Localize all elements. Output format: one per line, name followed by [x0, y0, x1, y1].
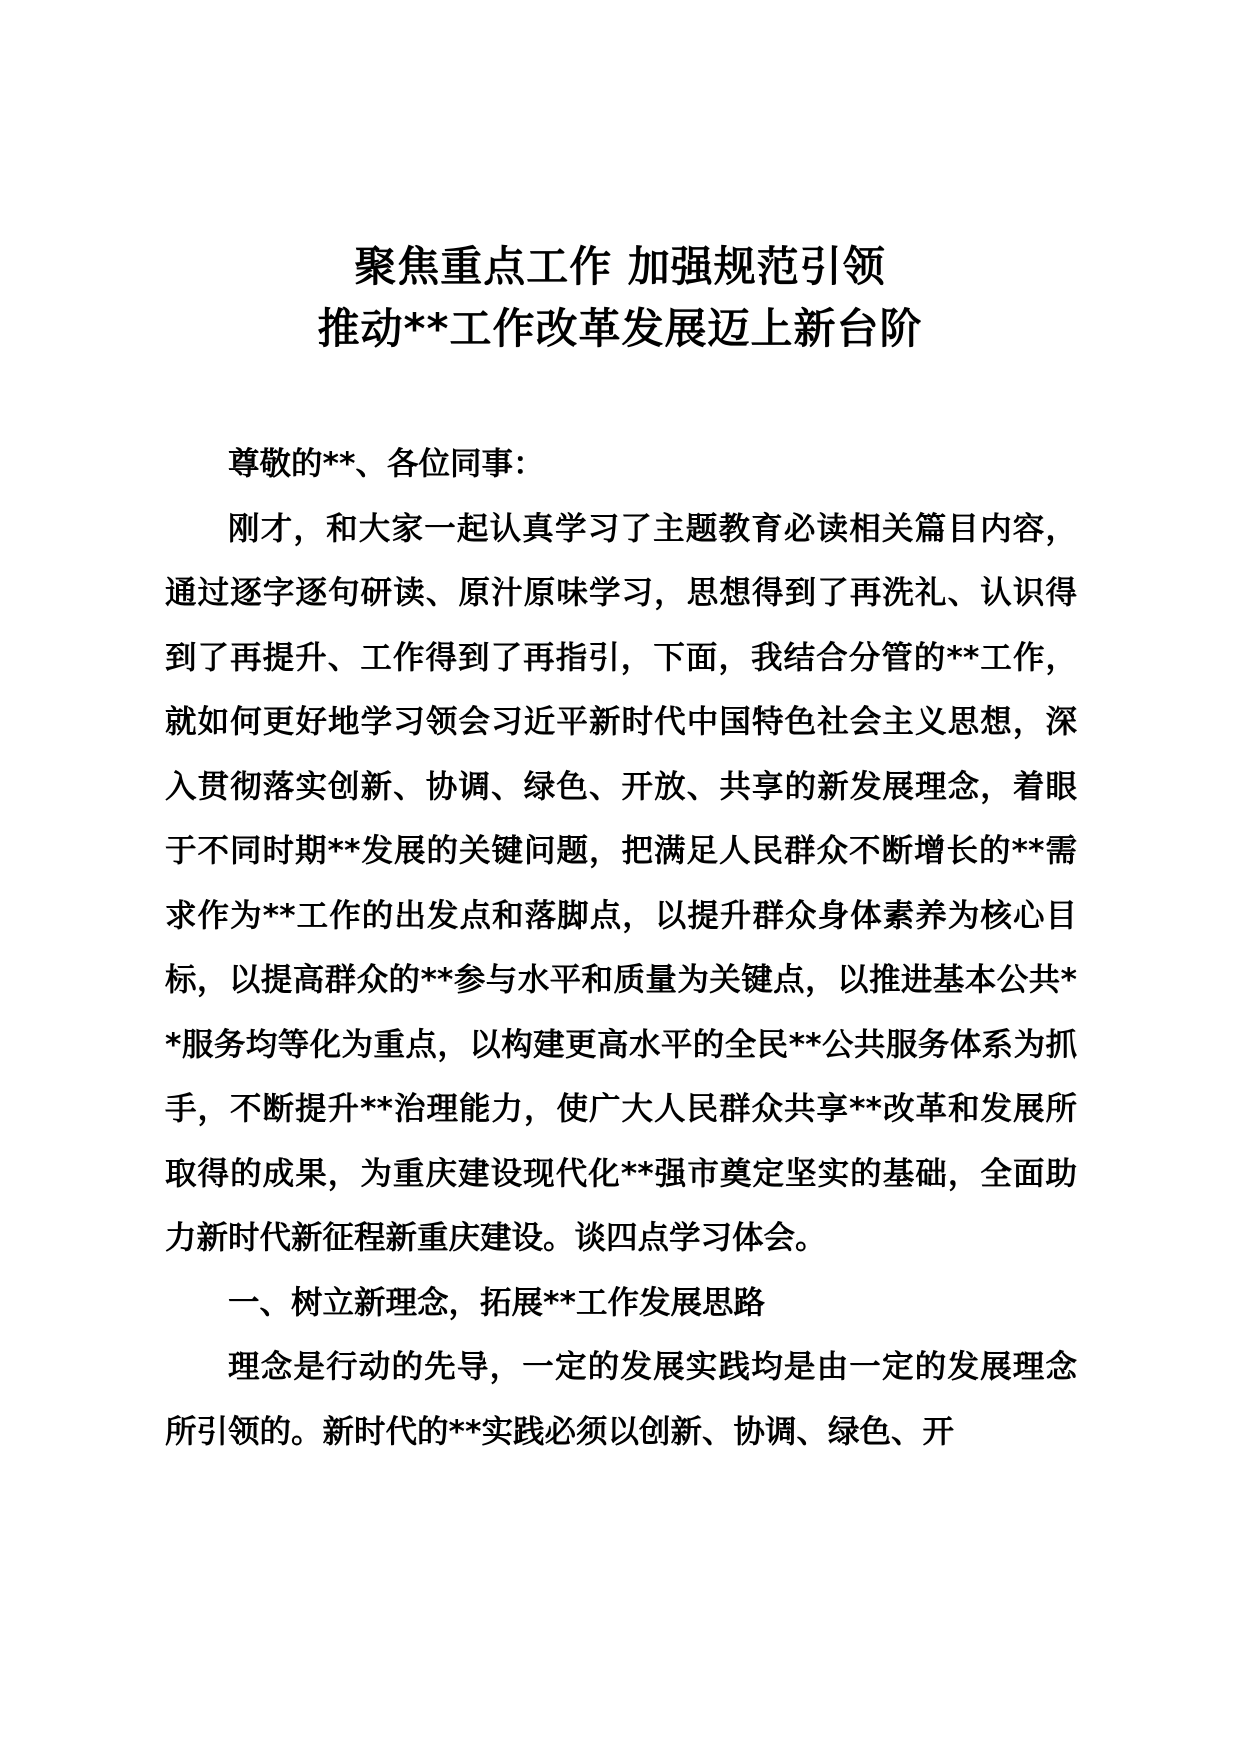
salutation: 尊敬的**、各位同事： — [228, 446, 545, 482]
paragraph-section-1: 理念是行动的先导，一定的发展实践均是由一定的发展理念所引领的。新时代的**实践必须以创新、协调、绿色、开 — [165, 1349, 1077, 1450]
document-title — [0, 236, 1240, 360]
title-line-2: 推动**工作改革发展迈上新台阶 — [317, 304, 923, 353]
title-line-1: 聚焦重点工作 加强规范引领 — [354, 242, 886, 291]
document-body — [165, 432, 1077, 1464]
paragraph-intro: 刚才，和大家一起认真学习了主题教育必读相关篇目内容，通过逐字逐句研读、原汁原味学习，思想得到了再洗礼、认识得到了再提升、工作得到了再指引，下面，我结合分管的**工作，就如何更好地学习领会习近平新时代中国特色社会主义思想，深入贯彻落实创新、协调、绿色、开放、共享的新发展理念，着眼于不同时期**发展的关键问题，把满足人民群众不断增长的**需求作为**工作的出发点和落脚点，以提升群众身体素养为核心目标，以提高群众的**参与水平和质量为关键点，以推进基本公共**服务均等化为重点，以构建更高水平的全民**公共服务体系为抓手，不断提升**治理能力，使广大人民群众共享**改革和发展所取得的成果，为重庆建设现代化**强市奠定坚实的基础，全面助力新时代新征程新重庆建设。谈四点学习体会。 — [165, 510, 1077, 1256]
section-heading-1: 一、树立新理念，拓展**工作发展思路 — [228, 1284, 765, 1321]
